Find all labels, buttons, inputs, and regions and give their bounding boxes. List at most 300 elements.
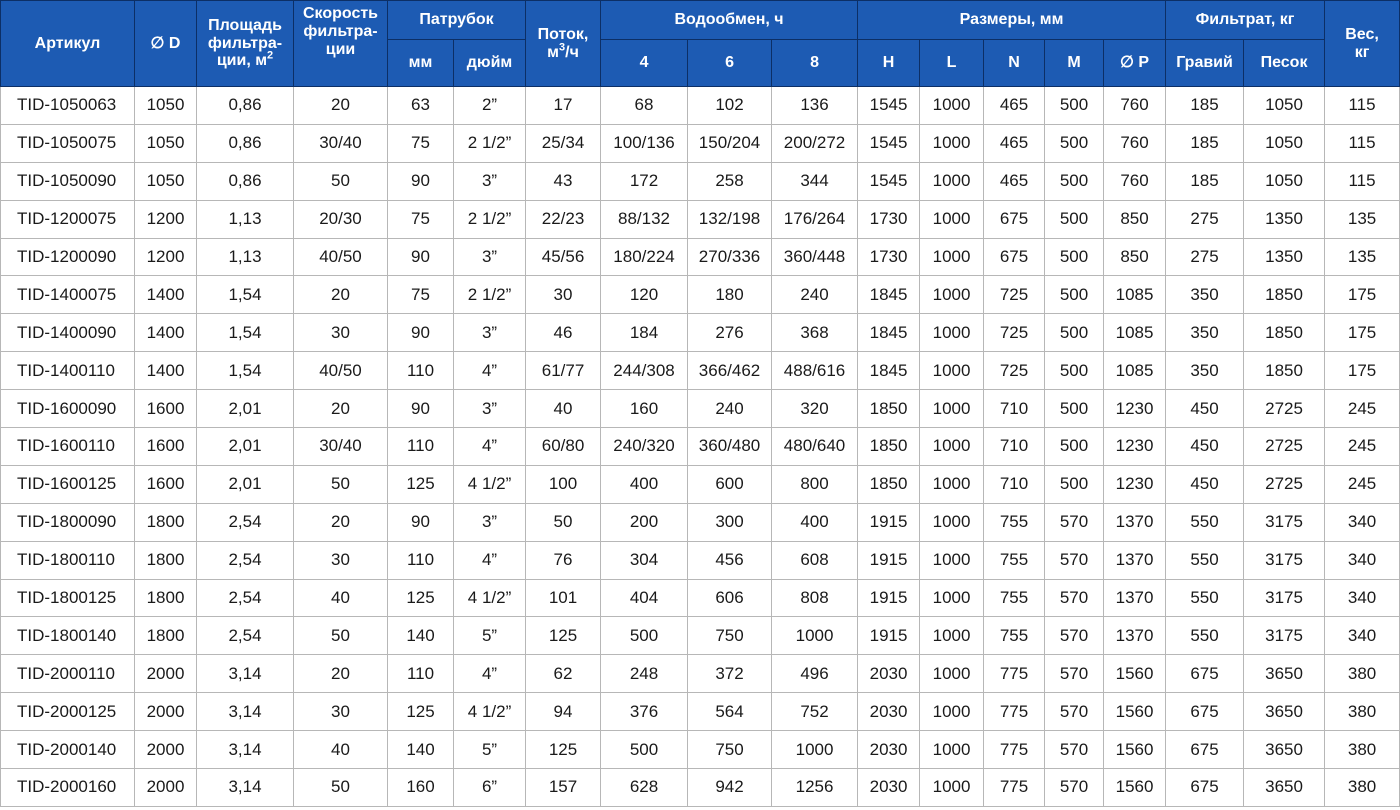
cell-size-m: 500 xyxy=(1045,162,1104,200)
cell-size-m: 500 xyxy=(1045,465,1104,503)
cell-exchange-6: 240 xyxy=(688,390,772,428)
cell-exchange-8: 496 xyxy=(772,655,858,693)
cell-exchange-8: 808 xyxy=(772,579,858,617)
cell-filter-area: 3,14 xyxy=(197,769,294,807)
cell-size-h: 1915 xyxy=(858,579,920,617)
cell-size-h: 1915 xyxy=(858,503,920,541)
cell-size-l: 1000 xyxy=(920,693,984,731)
cell-size-n: 775 xyxy=(984,731,1045,769)
cell-filter-speed: 30 xyxy=(294,693,388,731)
cell-flow: 94 xyxy=(526,693,601,731)
cell-exchange-6: 270/336 xyxy=(688,238,772,276)
cell-size-p: 1230 xyxy=(1104,428,1166,466)
weight-label-line1: Вес, xyxy=(1345,25,1379,43)
cell-size-p: 850 xyxy=(1104,238,1166,276)
cell-weight: 380 xyxy=(1325,769,1400,807)
cell-exchange-4: 500 xyxy=(601,617,688,655)
cell-sand: 3650 xyxy=(1244,731,1325,769)
cell-exchange-8: 752 xyxy=(772,693,858,731)
cell-size-l: 1000 xyxy=(920,162,984,200)
cell-article: TID-1800110 xyxy=(1,541,135,579)
cell-filter-area: 2,54 xyxy=(197,503,294,541)
cell-exchange-4: 240/320 xyxy=(601,428,688,466)
table-header xyxy=(1,1,1400,87)
col-size-m: M xyxy=(1045,40,1104,87)
cell-nozzle-mm: 160 xyxy=(388,769,454,807)
cell-exchange-4: 400 xyxy=(601,465,688,503)
speed-label-line1: Скорость xyxy=(302,5,379,22)
cell-nozzle-inch: 3” xyxy=(454,314,526,352)
cell-size-p: 1370 xyxy=(1104,541,1166,579)
cell-size-h: 1845 xyxy=(858,352,920,390)
cell-filter-speed: 30/40 xyxy=(294,428,388,466)
cell-article: TID-1400090 xyxy=(1,314,135,352)
cell-size-n: 775 xyxy=(984,693,1045,731)
group-dimensions: Размеры, мм xyxy=(858,1,1166,40)
cell-filter-speed: 30 xyxy=(294,541,388,579)
cell-size-n: 710 xyxy=(984,390,1045,428)
cell-weight: 115 xyxy=(1325,124,1400,162)
cell-exchange-6: 606 xyxy=(688,579,772,617)
cell-gravel: 185 xyxy=(1166,162,1244,200)
cell-filter-area: 2,54 xyxy=(197,579,294,617)
cell-diameter: 1800 xyxy=(135,617,197,655)
cell-size-n: 775 xyxy=(984,769,1045,807)
cell-diameter: 1800 xyxy=(135,579,197,617)
cell-exchange-6: 366/462 xyxy=(688,352,772,390)
cell-size-m: 570 xyxy=(1045,655,1104,693)
cell-exchange-4: 376 xyxy=(601,693,688,731)
cell-nozzle-mm: 125 xyxy=(388,579,454,617)
cell-article: TID-1050075 xyxy=(1,124,135,162)
cell-flow: 76 xyxy=(526,541,601,579)
cell-nozzle-inch: 5” xyxy=(454,731,526,769)
cell-size-h: 1545 xyxy=(858,162,920,200)
cell-size-l: 1000 xyxy=(920,769,984,807)
cell-filter-area: 3,14 xyxy=(197,655,294,693)
cell-weight: 175 xyxy=(1325,352,1400,390)
cell-nozzle-mm: 110 xyxy=(388,428,454,466)
cell-filter-speed: 20/30 xyxy=(294,200,388,238)
cell-size-m: 570 xyxy=(1045,503,1104,541)
cell-filter-area: 1,13 xyxy=(197,238,294,276)
cell-size-l: 1000 xyxy=(920,87,984,125)
cell-sand: 3175 xyxy=(1244,579,1325,617)
cell-size-p: 1370 xyxy=(1104,617,1166,655)
cell-nozzle-mm: 140 xyxy=(388,617,454,655)
cell-size-m: 570 xyxy=(1045,579,1104,617)
cell-exchange-4: 120 xyxy=(601,276,688,314)
cell-exchange-6: 258 xyxy=(688,162,772,200)
cell-size-l: 1000 xyxy=(920,314,984,352)
cell-nozzle-inch: 5” xyxy=(454,617,526,655)
cell-sand: 3650 xyxy=(1244,693,1325,731)
cell-weight: 380 xyxy=(1325,731,1400,769)
cell-diameter: 2000 xyxy=(135,731,197,769)
cell-exchange-8: 136 xyxy=(772,87,858,125)
table-row xyxy=(1,617,1400,655)
cell-article: TID-1800140 xyxy=(1,617,135,655)
cell-flow: 45/56 xyxy=(526,238,601,276)
cell-nozzle-inch: 4” xyxy=(454,655,526,693)
cell-article: TID-1050090 xyxy=(1,162,135,200)
cell-filter-area: 2,54 xyxy=(197,541,294,579)
cell-size-m: 500 xyxy=(1045,124,1104,162)
cell-exchange-4: 180/224 xyxy=(601,238,688,276)
cell-size-m: 570 xyxy=(1045,617,1104,655)
cell-flow: 60/80 xyxy=(526,428,601,466)
cell-article: TID-2000160 xyxy=(1,769,135,807)
cell-nozzle-inch: 4” xyxy=(454,428,526,466)
cell-exchange-8: 200/272 xyxy=(772,124,858,162)
cell-sand: 3650 xyxy=(1244,655,1325,693)
cell-size-n: 465 xyxy=(984,162,1045,200)
cell-filter-speed: 40/50 xyxy=(294,238,388,276)
col-exchange-4: 4 xyxy=(601,40,688,87)
cell-gravel: 350 xyxy=(1166,314,1244,352)
cell-sand: 1050 xyxy=(1244,162,1325,200)
cell-exchange-6: 132/198 xyxy=(688,200,772,238)
cell-filter-area: 3,14 xyxy=(197,693,294,731)
cell-flow: 22/23 xyxy=(526,200,601,238)
cell-nozzle-mm: 90 xyxy=(388,162,454,200)
cell-gravel: 450 xyxy=(1166,465,1244,503)
cell-sand: 3175 xyxy=(1244,503,1325,541)
cell-size-p: 1370 xyxy=(1104,503,1166,541)
cell-exchange-8: 480/640 xyxy=(772,428,858,466)
cell-size-n: 775 xyxy=(984,655,1045,693)
cell-diameter: 1400 xyxy=(135,314,197,352)
cell-size-h: 1545 xyxy=(858,124,920,162)
cell-flow: 50 xyxy=(526,503,601,541)
cell-size-h: 1845 xyxy=(858,314,920,352)
col-filter-speed xyxy=(294,1,388,87)
cell-sand: 1050 xyxy=(1244,87,1325,125)
cell-size-n: 755 xyxy=(984,617,1045,655)
cell-nozzle-inch: 2 1/2” xyxy=(454,124,526,162)
cell-exchange-8: 488/616 xyxy=(772,352,858,390)
col-nozzle-inch: дюйм xyxy=(454,40,526,87)
cell-gravel: 450 xyxy=(1166,428,1244,466)
table-row xyxy=(1,390,1400,428)
col-flow xyxy=(526,1,601,87)
table-row xyxy=(1,465,1400,503)
cell-nozzle-mm: 110 xyxy=(388,352,454,390)
cell-exchange-4: 172 xyxy=(601,162,688,200)
cell-exchange-4: 500 xyxy=(601,731,688,769)
cell-size-m: 500 xyxy=(1045,428,1104,466)
cell-flow: 101 xyxy=(526,579,601,617)
cell-nozzle-inch: 2 1/2” xyxy=(454,200,526,238)
cell-sand: 1850 xyxy=(1244,314,1325,352)
flow-unit-superscript: 3 xyxy=(559,41,566,54)
table-body xyxy=(1,87,1400,807)
cell-gravel: 675 xyxy=(1166,769,1244,807)
cell-diameter: 1600 xyxy=(135,465,197,503)
cell-size-l: 1000 xyxy=(920,617,984,655)
cell-exchange-6: 750 xyxy=(688,731,772,769)
cell-exchange-6: 300 xyxy=(688,503,772,541)
cell-sand: 3175 xyxy=(1244,617,1325,655)
area-label-line1: Площадь xyxy=(208,16,282,34)
cell-nozzle-inch: 3” xyxy=(454,390,526,428)
table-row xyxy=(1,238,1400,276)
cell-filter-speed: 40 xyxy=(294,731,388,769)
cell-sand: 1850 xyxy=(1244,352,1325,390)
cell-gravel: 275 xyxy=(1166,238,1244,276)
col-nozzle-mm: мм xyxy=(388,40,454,87)
table-row xyxy=(1,200,1400,238)
cell-diameter: 1050 xyxy=(135,87,197,125)
cell-size-n: 710 xyxy=(984,428,1045,466)
cell-size-l: 1000 xyxy=(920,579,984,617)
col-diameter: ∅ D xyxy=(135,1,197,87)
cell-exchange-8: 1256 xyxy=(772,769,858,807)
cell-weight: 175 xyxy=(1325,314,1400,352)
cell-nozzle-mm: 125 xyxy=(388,465,454,503)
cell-exchange-8: 240 xyxy=(772,276,858,314)
cell-filter-area: 2,01 xyxy=(197,390,294,428)
cell-diameter: 1600 xyxy=(135,390,197,428)
table-row xyxy=(1,87,1400,125)
cell-size-m: 570 xyxy=(1045,769,1104,807)
cell-filter-speed: 20 xyxy=(294,276,388,314)
weight-label-line2: кг xyxy=(1354,43,1370,61)
col-gravel: Гравий xyxy=(1166,40,1244,87)
cell-size-l: 1000 xyxy=(920,124,984,162)
table-row xyxy=(1,352,1400,390)
cell-nozzle-mm: 90 xyxy=(388,314,454,352)
cell-exchange-8: 608 xyxy=(772,541,858,579)
cell-size-p: 1370 xyxy=(1104,579,1166,617)
cell-gravel: 550 xyxy=(1166,617,1244,655)
cell-exchange-6: 360/480 xyxy=(688,428,772,466)
cell-nozzle-mm: 90 xyxy=(388,238,454,276)
table-row xyxy=(1,579,1400,617)
cell-size-m: 570 xyxy=(1045,693,1104,731)
cell-size-h: 1850 xyxy=(858,390,920,428)
cell-flow: 125 xyxy=(526,731,601,769)
cell-size-l: 1000 xyxy=(920,731,984,769)
cell-article: TID-1800090 xyxy=(1,503,135,541)
cell-flow: 61/77 xyxy=(526,352,601,390)
cell-exchange-6: 564 xyxy=(688,693,772,731)
table-row xyxy=(1,162,1400,200)
cell-nozzle-mm: 75 xyxy=(388,276,454,314)
cell-article: TID-1600110 xyxy=(1,428,135,466)
cell-size-p: 1085 xyxy=(1104,352,1166,390)
area-label-line2: фильтра- xyxy=(207,34,283,52)
cell-exchange-6: 180 xyxy=(688,276,772,314)
cell-gravel: 550 xyxy=(1166,541,1244,579)
cell-filter-speed: 20 xyxy=(294,87,388,125)
cell-size-h: 1845 xyxy=(858,276,920,314)
cell-exchange-4: 248 xyxy=(601,655,688,693)
col-weight xyxy=(1325,1,1400,87)
cell-exchange-8: 344 xyxy=(772,162,858,200)
cell-exchange-6: 600 xyxy=(688,465,772,503)
cell-weight: 340 xyxy=(1325,617,1400,655)
cell-exchange-6: 102 xyxy=(688,87,772,125)
table-row xyxy=(1,428,1400,466)
col-article: Артикул xyxy=(1,1,135,87)
cell-gravel: 350 xyxy=(1166,352,1244,390)
cell-size-h: 1545 xyxy=(858,87,920,125)
cell-size-h: 2030 xyxy=(858,731,920,769)
cell-sand: 1050 xyxy=(1244,124,1325,162)
cell-size-h: 1915 xyxy=(858,617,920,655)
table-row xyxy=(1,731,1400,769)
cell-exchange-4: 100/136 xyxy=(601,124,688,162)
cell-filter-speed: 50 xyxy=(294,617,388,655)
cell-nozzle-inch: 3” xyxy=(454,162,526,200)
cell-filter-area: 0,86 xyxy=(197,162,294,200)
cell-size-n: 755 xyxy=(984,579,1045,617)
cell-weight: 175 xyxy=(1325,276,1400,314)
cell-nozzle-mm: 90 xyxy=(388,503,454,541)
cell-filter-area: 0,86 xyxy=(197,124,294,162)
cell-flow: 46 xyxy=(526,314,601,352)
col-filter-area xyxy=(197,1,294,87)
cell-size-p: 760 xyxy=(1104,162,1166,200)
cell-filter-speed: 50 xyxy=(294,465,388,503)
cell-exchange-6: 750 xyxy=(688,617,772,655)
cell-size-p: 1085 xyxy=(1104,314,1166,352)
cell-nozzle-mm: 110 xyxy=(388,655,454,693)
cell-size-h: 1850 xyxy=(858,465,920,503)
cell-article: TID-1600090 xyxy=(1,390,135,428)
cell-size-h: 1915 xyxy=(858,541,920,579)
cell-size-m: 500 xyxy=(1045,276,1104,314)
col-size-n: N xyxy=(984,40,1045,87)
cell-filter-area: 2,01 xyxy=(197,465,294,503)
speed-label-line3: ции xyxy=(325,40,356,58)
cell-size-p: 1560 xyxy=(1104,655,1166,693)
area-label-line3: ции, м xyxy=(216,52,268,70)
cell-filter-area: 1,13 xyxy=(197,200,294,238)
cell-size-p: 760 xyxy=(1104,87,1166,125)
group-filtrate: Фильтрат, кг xyxy=(1166,1,1325,40)
cell-flow: 62 xyxy=(526,655,601,693)
cell-nozzle-inch: 2” xyxy=(454,87,526,125)
cell-size-m: 500 xyxy=(1045,87,1104,125)
cell-size-l: 1000 xyxy=(920,465,984,503)
cell-diameter: 2000 xyxy=(135,769,197,807)
cell-weight: 115 xyxy=(1325,87,1400,125)
cell-diameter: 1800 xyxy=(135,503,197,541)
table-row xyxy=(1,314,1400,352)
cell-filter-speed: 30 xyxy=(294,314,388,352)
cell-article: TID-1400110 xyxy=(1,352,135,390)
cell-gravel: 450 xyxy=(1166,390,1244,428)
cell-filter-area: 1,54 xyxy=(197,276,294,314)
col-exchange-6: 6 xyxy=(688,40,772,87)
cell-gravel: 675 xyxy=(1166,655,1244,693)
cell-nozzle-inch: 6” xyxy=(454,769,526,807)
cell-exchange-4: 628 xyxy=(601,769,688,807)
cell-size-h: 2030 xyxy=(858,655,920,693)
cell-size-p: 850 xyxy=(1104,200,1166,238)
cell-sand: 1350 xyxy=(1244,238,1325,276)
cell-size-l: 1000 xyxy=(920,276,984,314)
cell-nozzle-inch: 4” xyxy=(454,541,526,579)
cell-filter-area: 0,86 xyxy=(197,87,294,125)
cell-article: TID-1200075 xyxy=(1,200,135,238)
cell-nozzle-mm: 125 xyxy=(388,693,454,731)
cell-filter-speed: 20 xyxy=(294,503,388,541)
cell-size-n: 675 xyxy=(984,238,1045,276)
table-row xyxy=(1,124,1400,162)
cell-exchange-4: 160 xyxy=(601,390,688,428)
cell-exchange-8: 176/264 xyxy=(772,200,858,238)
cell-size-p: 1560 xyxy=(1104,731,1166,769)
cell-flow: 30 xyxy=(526,276,601,314)
cell-diameter: 1050 xyxy=(135,162,197,200)
cell-filter-speed: 50 xyxy=(294,769,388,807)
cell-article: TID-1050063 xyxy=(1,87,135,125)
cell-diameter: 2000 xyxy=(135,655,197,693)
cell-exchange-4: 244/308 xyxy=(601,352,688,390)
cell-filter-speed: 20 xyxy=(294,655,388,693)
cell-nozzle-inch: 2 1/2” xyxy=(454,276,526,314)
cell-gravel: 275 xyxy=(1166,200,1244,238)
cell-size-l: 1000 xyxy=(920,200,984,238)
speed-label-line2: фильтра- xyxy=(303,22,378,40)
table-row xyxy=(1,655,1400,693)
cell-size-l: 1000 xyxy=(920,503,984,541)
cell-weight: 380 xyxy=(1325,693,1400,731)
cell-size-m: 570 xyxy=(1045,731,1104,769)
cell-size-m: 500 xyxy=(1045,314,1104,352)
table-row xyxy=(1,541,1400,579)
cell-nozzle-mm: 140 xyxy=(388,731,454,769)
cell-size-h: 2030 xyxy=(858,769,920,807)
col-size-l: L xyxy=(920,40,984,87)
cell-nozzle-inch: 3” xyxy=(454,238,526,276)
cell-exchange-8: 368 xyxy=(772,314,858,352)
cell-weight: 340 xyxy=(1325,503,1400,541)
cell-size-l: 1000 xyxy=(920,541,984,579)
cell-size-n: 675 xyxy=(984,200,1045,238)
cell-exchange-4: 184 xyxy=(601,314,688,352)
cell-filter-area: 2,01 xyxy=(197,428,294,466)
cell-exchange-8: 360/448 xyxy=(772,238,858,276)
cell-article: TID-1200090 xyxy=(1,238,135,276)
header-row-top xyxy=(1,1,1400,40)
cell-gravel: 185 xyxy=(1166,124,1244,162)
cell-size-n: 725 xyxy=(984,352,1045,390)
cell-diameter: 1600 xyxy=(135,428,197,466)
cell-size-m: 570 xyxy=(1045,541,1104,579)
cell-sand: 3175 xyxy=(1244,541,1325,579)
cell-size-p: 760 xyxy=(1104,124,1166,162)
cell-size-l: 1000 xyxy=(920,655,984,693)
cell-weight: 135 xyxy=(1325,238,1400,276)
cell-exchange-8: 1000 xyxy=(772,731,858,769)
cell-exchange-6: 456 xyxy=(688,541,772,579)
cell-size-m: 500 xyxy=(1045,200,1104,238)
cell-flow: 43 xyxy=(526,162,601,200)
cell-article: TID-2000125 xyxy=(1,693,135,731)
cell-exchange-6: 276 xyxy=(688,314,772,352)
cell-exchange-6: 150/204 xyxy=(688,124,772,162)
cell-article: TID-2000140 xyxy=(1,731,135,769)
cell-weight: 340 xyxy=(1325,579,1400,617)
cell-exchange-4: 304 xyxy=(601,541,688,579)
cell-weight: 245 xyxy=(1325,390,1400,428)
cell-flow: 25/34 xyxy=(526,124,601,162)
cell-size-n: 755 xyxy=(984,541,1045,579)
